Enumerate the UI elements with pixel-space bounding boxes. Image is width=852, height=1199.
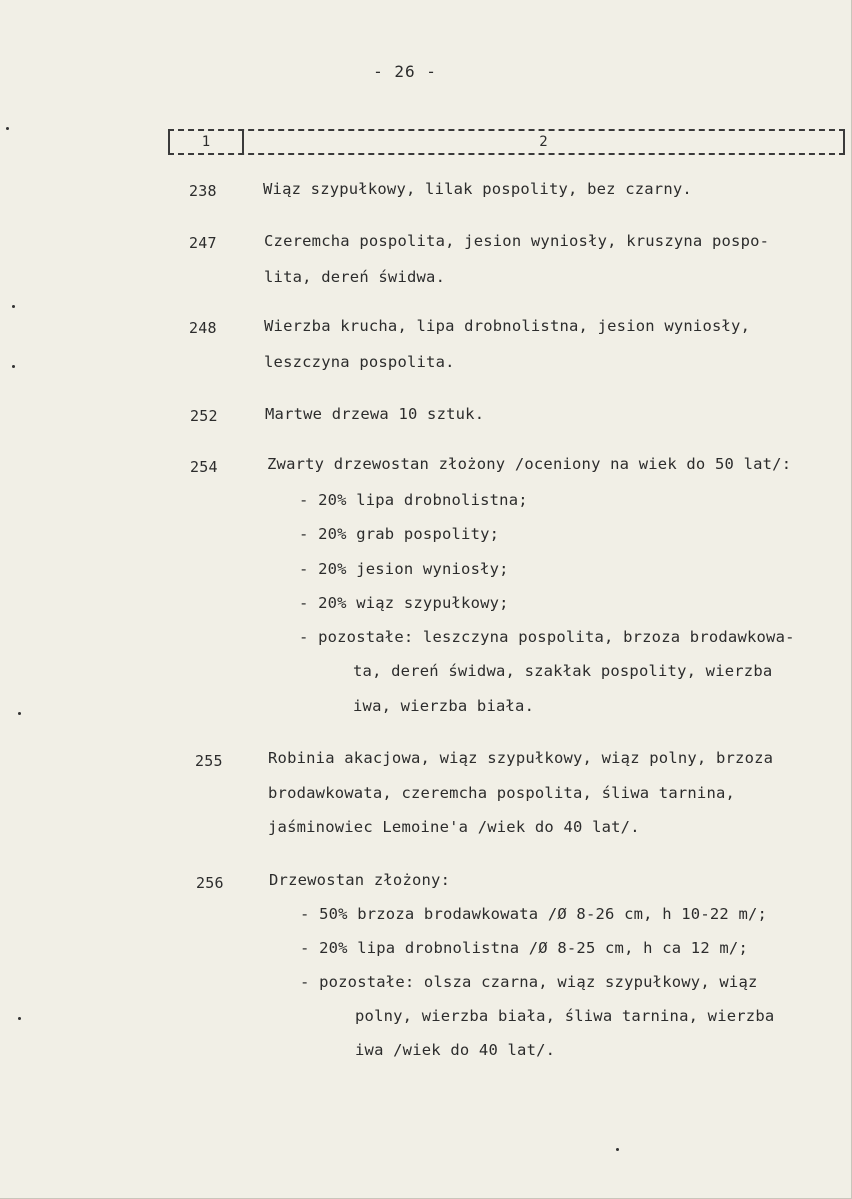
scan-speck (6, 127, 9, 130)
entry-text-line: - pozostałe: leszczyna pospolita, brzoza brodawkowa- (299, 628, 795, 646)
entry-number: 255 (195, 752, 223, 770)
entry-text-line: iwa, wierzba biała. (353, 697, 535, 715)
entry-text-line: Martwe drzewa 10 sztuk. (265, 405, 485, 423)
page-number: - 26 - (373, 62, 437, 81)
entry-text-line: Robinia akacjowa, wiąz szypułkowy, wiąz polny, brzoza (268, 749, 774, 767)
scan-speck (12, 305, 15, 308)
entry-text-line: Wiąz szypułkowy, lilak pospolity, bez czarny. (263, 180, 692, 198)
entry-number: 256 (196, 874, 224, 892)
entry-text-line: - 50% brzoza brodawkowata /Ø 8-26 cm, h 10-22 m/; (300, 905, 768, 923)
entry-text-line: - 20% jesion wyniosły; (299, 560, 509, 578)
entry-text-line: - 20% wiąz szypułkowy; (299, 594, 509, 612)
entry-text-line: - 20% lipa drobnolistna; (299, 491, 528, 509)
entry-text-line: Zwarty drzewostan złożony /oceniony na wiek do 50 lat/: (267, 455, 792, 473)
entry-text-line: lita, dereń świdwa. (264, 268, 446, 286)
entry-number: 247 (189, 234, 217, 252)
column-header-2: 2 (539, 134, 548, 150)
scan-speck (18, 712, 21, 715)
entry-number: 238 (189, 182, 217, 200)
scan-speck (12, 365, 15, 368)
entry-number: 252 (190, 407, 218, 425)
entry-text-line: - 20% grab pospolity; (299, 525, 500, 543)
entry-text-line: Drzewostan złożony: (269, 871, 451, 889)
entry-text-line: polny, wierzba biała, śliwa tarnina, wierzba (355, 1007, 775, 1025)
entry-number: 248 (189, 319, 217, 337)
entry-text-line: leszczyna pospolita. (264, 353, 455, 371)
entry-text-line: brodawkowata, czeremcha pospolita, śliwa tarnina, (268, 784, 736, 802)
entry-text-line: jaśminowiec Lemoine'a /wiek do 40 lat/. (268, 818, 640, 836)
entry-text-line: - 20% lipa drobnolistna /Ø 8-25 cm, h ca 12 m/; (300, 939, 748, 957)
entry-text-line: Wierzba krucha, lipa drobnolistna, jesion wyniosły, (264, 317, 751, 335)
column-header (168, 129, 845, 155)
column-header-1: 1 (201, 134, 211, 150)
entry-text-line: Czeremcha pospolita, jesion wyniosły, kruszyna pospo- (264, 232, 770, 250)
entry-text-line: ta, dereń świdwa, szakłak pospolity, wierzba (353, 662, 773, 680)
entry-text-line: - pozostałe: olsza czarna, wiąz szypułkowy, wiąz (300, 973, 758, 991)
scan-speck (18, 1017, 21, 1020)
entry-number: 254 (190, 458, 218, 476)
scan-speck (616, 1148, 619, 1151)
entry-text-line: iwa /wiek do 40 lat/. (355, 1041, 556, 1059)
